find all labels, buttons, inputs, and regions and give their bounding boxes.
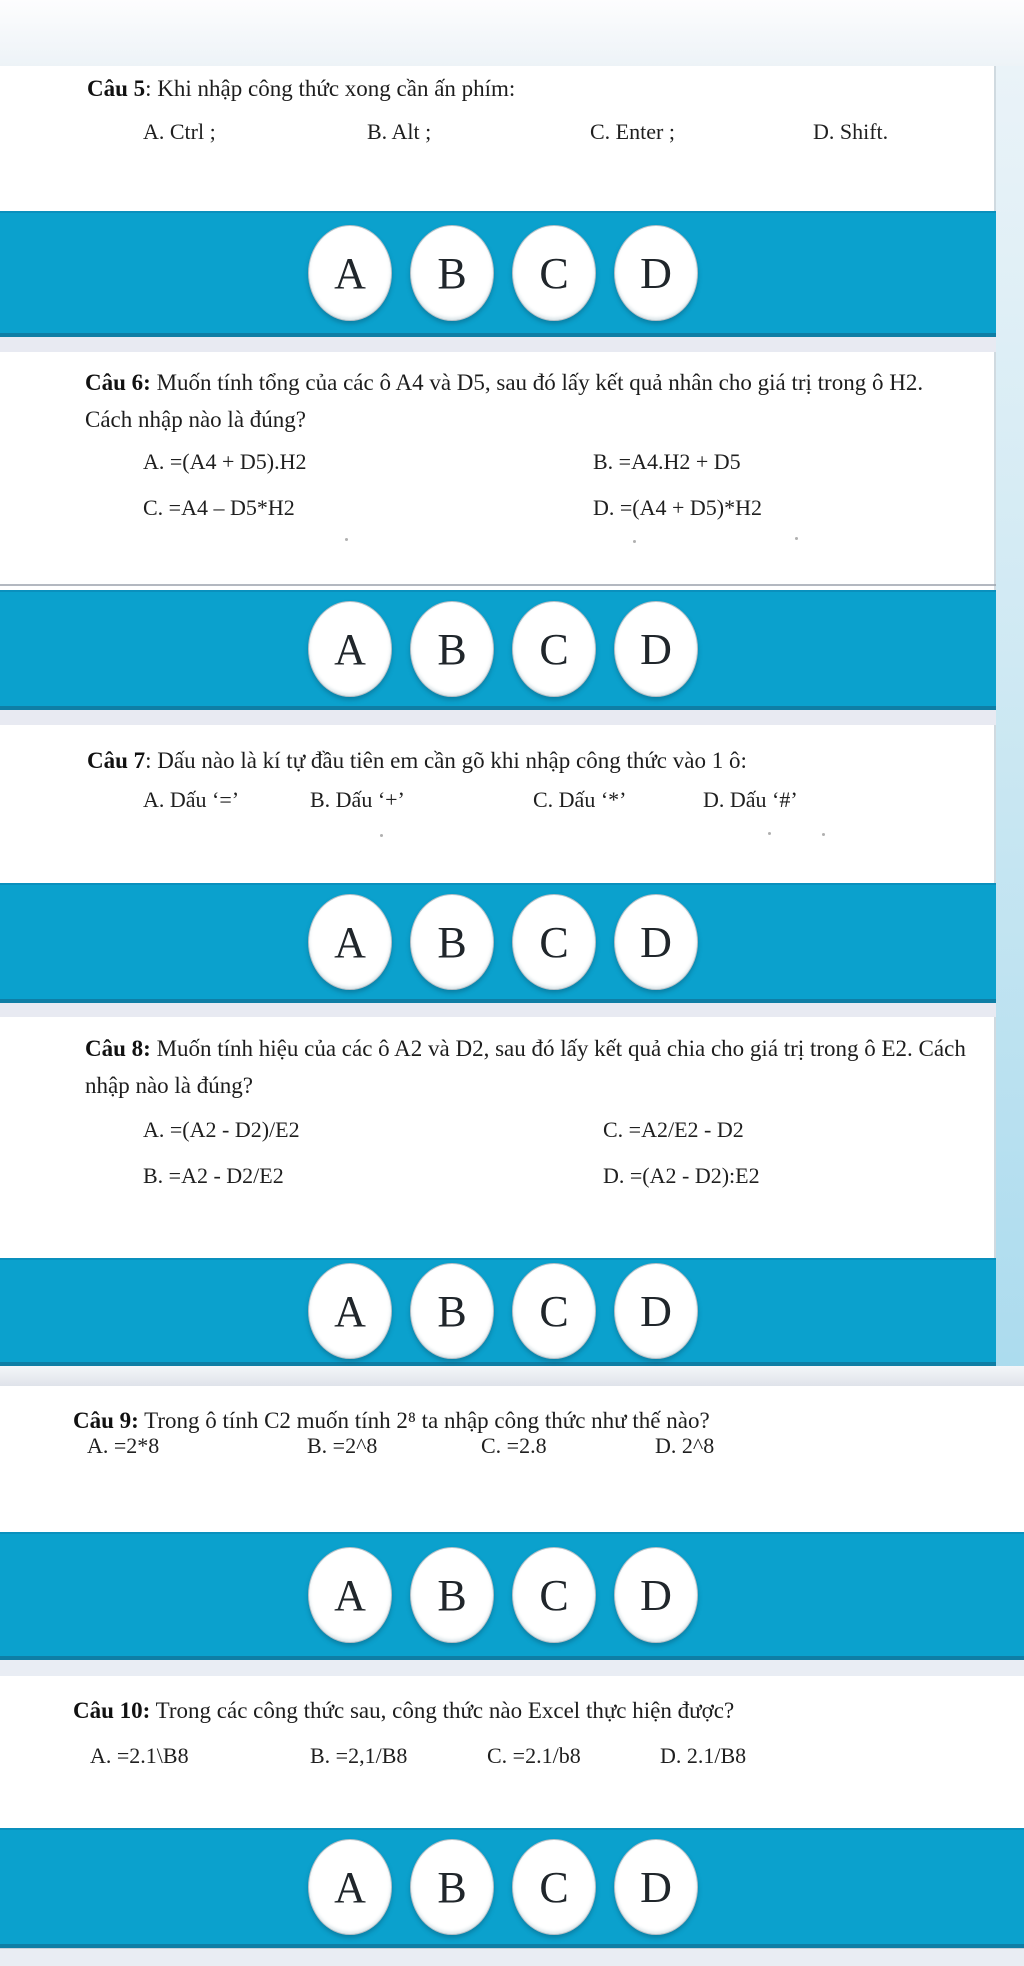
- answer-choice-d[interactable]: D: [614, 1263, 698, 1359]
- card-shadow-line: [0, 584, 996, 586]
- answer-choice-d[interactable]: D: [614, 225, 698, 321]
- answer-choice-b[interactable]: B: [410, 601, 494, 697]
- answer-choice-a[interactable]: A: [308, 1839, 392, 1935]
- separator-strip: [0, 1003, 996, 1017]
- question-5-title: [87, 70, 967, 107]
- answer-choice-a[interactable]: A: [308, 1263, 392, 1359]
- answer-choice-c[interactable]: C: [512, 1547, 596, 1643]
- answer-bar-question-10: [0, 1828, 1024, 1948]
- question-9-option-c: C. =2.8: [481, 1433, 547, 1458]
- answer-bar-question-8: [0, 1258, 996, 1366]
- question-5-option-b: B. Alt ;: [367, 119, 432, 144]
- question-9-option-b: B. =2^8: [307, 1433, 378, 1458]
- answer-choice-c[interactable]: C: [512, 1839, 596, 1935]
- question-8-text: Muốn tính hiệu của các ô A2 và D2, sau đó lấy kết quả chia cho giá trị trong ô E2. Cách nhập nào là đúng?: [85, 1036, 966, 1098]
- question-5-number: Câu 5: [87, 76, 146, 101]
- answer-choice-c[interactable]: C: [512, 894, 596, 990]
- question-6-title: [85, 364, 975, 438]
- question-9-option-a: A. =2*8: [87, 1433, 160, 1458]
- question-5-option-c: C. Enter ;: [590, 119, 675, 144]
- question-10-option-d: D. 2.1/B8: [660, 1743, 747, 1768]
- question-7-option-d: D. Dấu ‘#’: [703, 787, 798, 812]
- question-8-option-c: C. =A2/E2 - D2: [603, 1117, 744, 1142]
- answer-bar-question-9: [0, 1532, 1024, 1660]
- page-fold-shadow: [0, 1366, 1024, 1386]
- scan-artifact-dot: [795, 537, 798, 540]
- answer-bar-question-5: [0, 211, 996, 337]
- question-9-option-d: D. 2^8: [655, 1433, 715, 1458]
- answer-choice-b[interactable]: B: [410, 1839, 494, 1935]
- question-10-option-b: B. =2,1/B8: [310, 1743, 408, 1768]
- question-6-option-c: C. =A4 – D5*H2: [143, 495, 295, 520]
- answer-choice-a[interactable]: A: [308, 894, 392, 990]
- answer-choice-a[interactable]: A: [308, 1547, 392, 1643]
- question-10-title: [73, 1692, 993, 1729]
- top-background-strip: [0, 0, 1024, 66]
- answer-choice-c[interactable]: C: [512, 1263, 596, 1359]
- question-5-text: : Khi nhập công thức xong cần ấn phím:: [145, 76, 516, 101]
- separator-strip: [0, 337, 996, 352]
- question-7-text: : Dấu nào là kí tự đầu tiên em cần gõ khi nhập công thức vào 1 ô:: [145, 748, 747, 773]
- right-margin-strip: [996, 66, 1024, 1386]
- scan-artifact-dot: [345, 538, 348, 541]
- question-9-text: Trong ô tính C2 muốn tính 2⁸ ta nhập công thức như thế nào?: [138, 1408, 710, 1433]
- question-7-option-a: A. Dấu ‘=’: [143, 787, 240, 812]
- separator-strip: [0, 1660, 1024, 1676]
- answer-choice-b[interactable]: B: [410, 225, 494, 321]
- question-6-text: Muốn tính tổng của các ô A4 và D5, sau đó lấy kết quả nhân cho giá trị trong ô H2. Cách nhập nào là đúng?: [85, 370, 924, 432]
- answer-choice-b[interactable]: B: [410, 1547, 494, 1643]
- question-8-option-a: A. =(A2 - D2)/E2: [143, 1117, 300, 1142]
- question-7-title: [87, 742, 977, 779]
- question-9-number: Câu 9:: [73, 1408, 139, 1433]
- answer-bar-question-6: [0, 590, 996, 710]
- question-10-text: Trong các công thức sau, công thức nào Excel thực hiện được?: [150, 1698, 735, 1723]
- question-5-option-a: A. Ctrl ;: [143, 119, 216, 144]
- scan-artifact-dot: [380, 834, 383, 837]
- separator-strip: [0, 710, 996, 725]
- answer-choice-d[interactable]: D: [614, 1547, 698, 1643]
- answer-choice-b[interactable]: B: [410, 1263, 494, 1359]
- bottom-background-strip: [0, 1948, 1024, 1966]
- question-8-number: Câu 8:: [85, 1036, 151, 1061]
- scan-artifact-dot: [633, 540, 636, 543]
- answer-choice-b[interactable]: B: [410, 894, 494, 990]
- answer-choice-a[interactable]: A: [308, 225, 392, 321]
- question-10-option-a: A. =2.1\B8: [90, 1743, 189, 1768]
- answer-choice-c[interactable]: C: [512, 601, 596, 697]
- question-10-option-c: C. =2.1/b8: [487, 1743, 581, 1768]
- question-8-option-b: B. =A2 - D2/E2: [143, 1163, 284, 1188]
- question-10-number: Câu 10:: [73, 1698, 151, 1723]
- question-7-option-b: B. Dấu ‘+’: [310, 787, 405, 812]
- question-6-option-b: B. =A4.H2 + D5: [593, 449, 741, 474]
- question-6-option-a: A. =(A4 + D5).H2: [143, 449, 307, 474]
- answer-choice-d[interactable]: D: [614, 894, 698, 990]
- question-6-number: Câu 6:: [85, 370, 151, 395]
- question-8-title: [85, 1030, 975, 1104]
- scan-artifact-dot: [822, 833, 825, 836]
- question-7-option-c: C. Dấu ‘*’: [533, 787, 627, 812]
- answer-choice-d[interactable]: D: [614, 601, 698, 697]
- question-7-number: Câu 7: [87, 748, 146, 773]
- answer-choice-d[interactable]: D: [614, 1839, 698, 1935]
- scan-artifact-dot: [768, 832, 771, 835]
- question-8-option-d: D. =(A2 - D2):E2: [603, 1163, 760, 1188]
- answer-choice-a[interactable]: A: [308, 601, 392, 697]
- question-6-option-d: D. =(A4 + D5)*H2: [593, 495, 763, 520]
- question-5-option-d: D. Shift.: [813, 119, 889, 144]
- answer-bar-question-7: [0, 883, 996, 1003]
- answer-choice-c[interactable]: C: [512, 225, 596, 321]
